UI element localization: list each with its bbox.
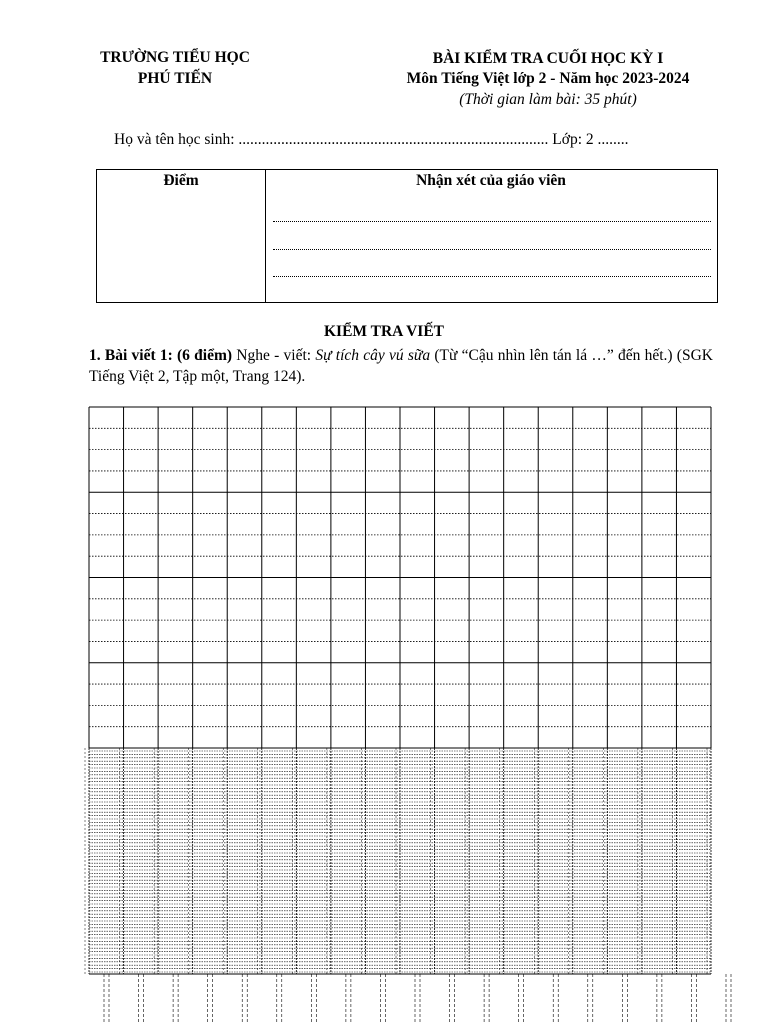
student-info-line: Họ và tên học sinh: ................................................................................ Lớp: 2 ........ (114, 131, 629, 148)
task-1-text-before: Nghe - viết: (232, 347, 316, 364)
school-name-line2: PHÚ TIẾN (137, 70, 213, 87)
task-1-text-after: (Từ “Cậu nhìn lên tán lá …” đến hết.) (SGK Tiếng Việt 2, Tập một, Trang 124). (89, 347, 713, 385)
school-name-line1: TRƯỜNG TIỂU HỌC (100, 49, 250, 66)
subject-line: Môn Tiếng Việt lớp 2 - Năm học 2023-2024 (406, 70, 690, 87)
task-1-label: 1. Bài viết 1: (6 điểm) (89, 347, 233, 364)
section-title: KIỂM TRA VIẾT (323, 323, 445, 340)
time-note: (Thời gian làm bài: 35 phút) (459, 91, 637, 108)
score-header: Điểm (163, 172, 199, 189)
comment-header: Nhận xét của giáo viên (416, 172, 566, 189)
exam-title: BÀI KIỂM TRA CUỐI HỌC KỲ I (432, 50, 664, 67)
task-1-story-title: Sự tích cây vú sữa (315, 347, 431, 364)
